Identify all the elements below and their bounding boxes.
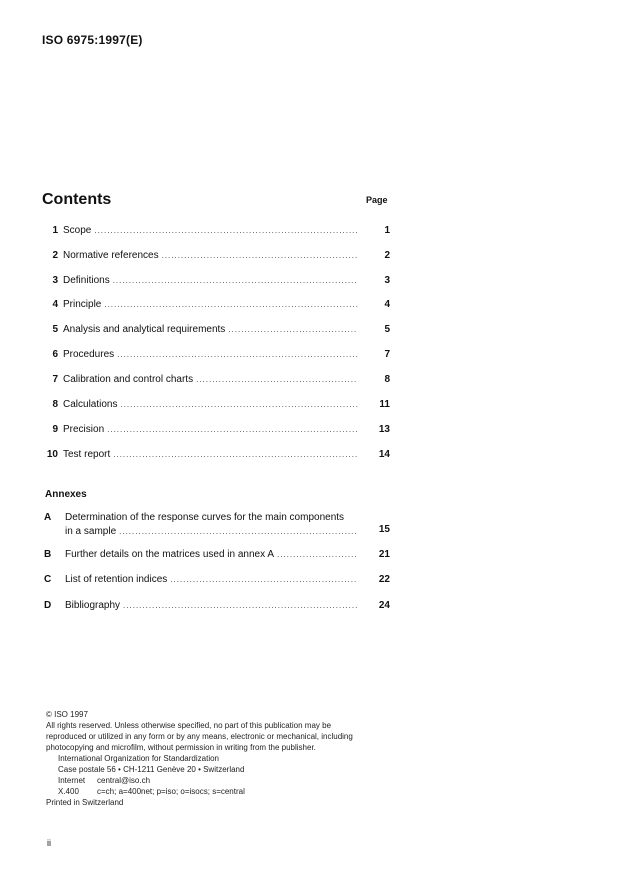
toc-page: 4 (384, 299, 390, 310)
annex-letter: D (44, 600, 52, 611)
printed-in: Printed in Switzerland (46, 798, 124, 807)
dot-leader (104, 300, 358, 309)
dot-leader (162, 251, 358, 260)
toc-entry-calibration[interactable] (40, 374, 390, 388)
rights-line: All rights reserved. Unless otherwise specified, no part of this publication may be (46, 721, 332, 730)
annex-title-continued: in a sample (65, 526, 117, 537)
annex-page: 21 (378, 549, 390, 560)
toc-page: 3 (384, 275, 390, 286)
toc-number: 10 (46, 449, 58, 460)
toc-entry-normative-references[interactable] (40, 250, 390, 264)
toc-number: 2 (52, 250, 58, 261)
toc-number: 7 (52, 374, 58, 385)
dot-leader (117, 350, 358, 359)
dot-leader (170, 575, 358, 584)
annex-entry-b[interactable] (44, 549, 390, 563)
dot-leader (228, 325, 358, 334)
toc-title: Calculations (63, 399, 118, 410)
annex-title: Bibliography (65, 600, 121, 611)
dot-leader (113, 450, 358, 459)
toc-entry-procedures[interactable] (40, 349, 390, 363)
toc-page: 14 (378, 449, 390, 460)
publisher-address (58, 753, 353, 797)
toc-entry-principle[interactable] (40, 299, 390, 313)
toc-page: 7 (384, 349, 390, 360)
annex-letter: A (44, 512, 52, 523)
toc-number: 1 (52, 225, 58, 236)
annex-title: Determination of the response curves for the main components (65, 512, 345, 523)
toc-entry-definitions[interactable] (40, 275, 390, 289)
dot-leader (119, 527, 358, 536)
dot-leader (277, 550, 358, 559)
toc-page: 1 (384, 225, 390, 236)
toc-title: Procedures (63, 349, 115, 360)
toc-entry-analysis[interactable] (40, 324, 390, 338)
toc-entry-test-report[interactable] (40, 449, 390, 463)
toc-number: 3 (52, 275, 58, 286)
annex-page: 15 (378, 524, 390, 535)
toc-title: Principle (63, 299, 102, 310)
rights-line: reproduced or utilized in any form or by any means, electronic or mechanical, including (46, 732, 353, 741)
copyright-notice: © ISO 1997 (46, 710, 88, 719)
toc-entry-scope[interactable] (40, 225, 390, 239)
dot-leader (196, 375, 358, 384)
rights-line: photocopying and microfilm, without permission in writing from the publisher. (46, 743, 316, 752)
toc-number: 6 (52, 349, 58, 360)
toc-title: Analysis and analytical requirements (63, 324, 226, 335)
x400-label: X.400 (58, 787, 79, 796)
toc-title: Definitions (63, 275, 110, 286)
toc-page: 13 (378, 424, 390, 435)
annex-entry-c[interactable] (44, 574, 390, 588)
internet-address: central@iso.ch (97, 776, 151, 785)
toc-entry-calculations[interactable] (40, 399, 390, 413)
annex-letter: B (44, 549, 52, 560)
document-id: ISO 6975:1997(E) (42, 33, 143, 47)
toc-page: 11 (379, 399, 390, 410)
toc-page: 8 (384, 374, 390, 385)
annex-entry-a[interactable] (44, 512, 390, 540)
annex-title: List of retention indices (65, 574, 168, 585)
toc-title: Calibration and control charts (63, 374, 194, 385)
page-number: ii (47, 838, 51, 848)
toc-page: 2 (384, 250, 390, 261)
toc-number: 8 (52, 399, 58, 410)
toc-number: 5 (52, 324, 58, 335)
annex-page: 22 (378, 574, 390, 585)
internet-label: Internet (58, 776, 86, 785)
dot-leader (123, 601, 358, 610)
copyright-block (46, 709, 353, 808)
dot-leader (94, 226, 358, 235)
dot-leader (113, 276, 358, 285)
page-column-heading: Page (366, 195, 388, 205)
organization-name: International Organization for Standardization (58, 754, 219, 763)
annexes-heading: Annexes (45, 489, 87, 500)
dot-leader (107, 425, 358, 434)
toc-title: Test report (63, 449, 111, 460)
toc-title: Normative references (63, 250, 159, 261)
toc-page: 5 (384, 324, 390, 335)
annex-page: 24 (378, 600, 390, 611)
annex-entry-d[interactable] (44, 600, 390, 614)
contents-title: Contents (42, 191, 112, 208)
toc-entry-precision[interactable] (40, 424, 390, 438)
toc-title: Precision (63, 424, 105, 435)
toc-title: Scope (63, 225, 92, 236)
x400-address: c=ch; a=400net; p=iso; o=isocs; s=central (97, 787, 245, 796)
annex-letter: C (44, 574, 52, 585)
toc-number: 9 (52, 424, 58, 435)
annex-title: Further details on the matrices used in annex A (65, 549, 275, 560)
dot-leader (120, 400, 358, 409)
toc-number: 4 (52, 299, 58, 310)
postal-address: Case postale 56 • CH-1211 Genève 20 • Switzerland (58, 765, 245, 774)
